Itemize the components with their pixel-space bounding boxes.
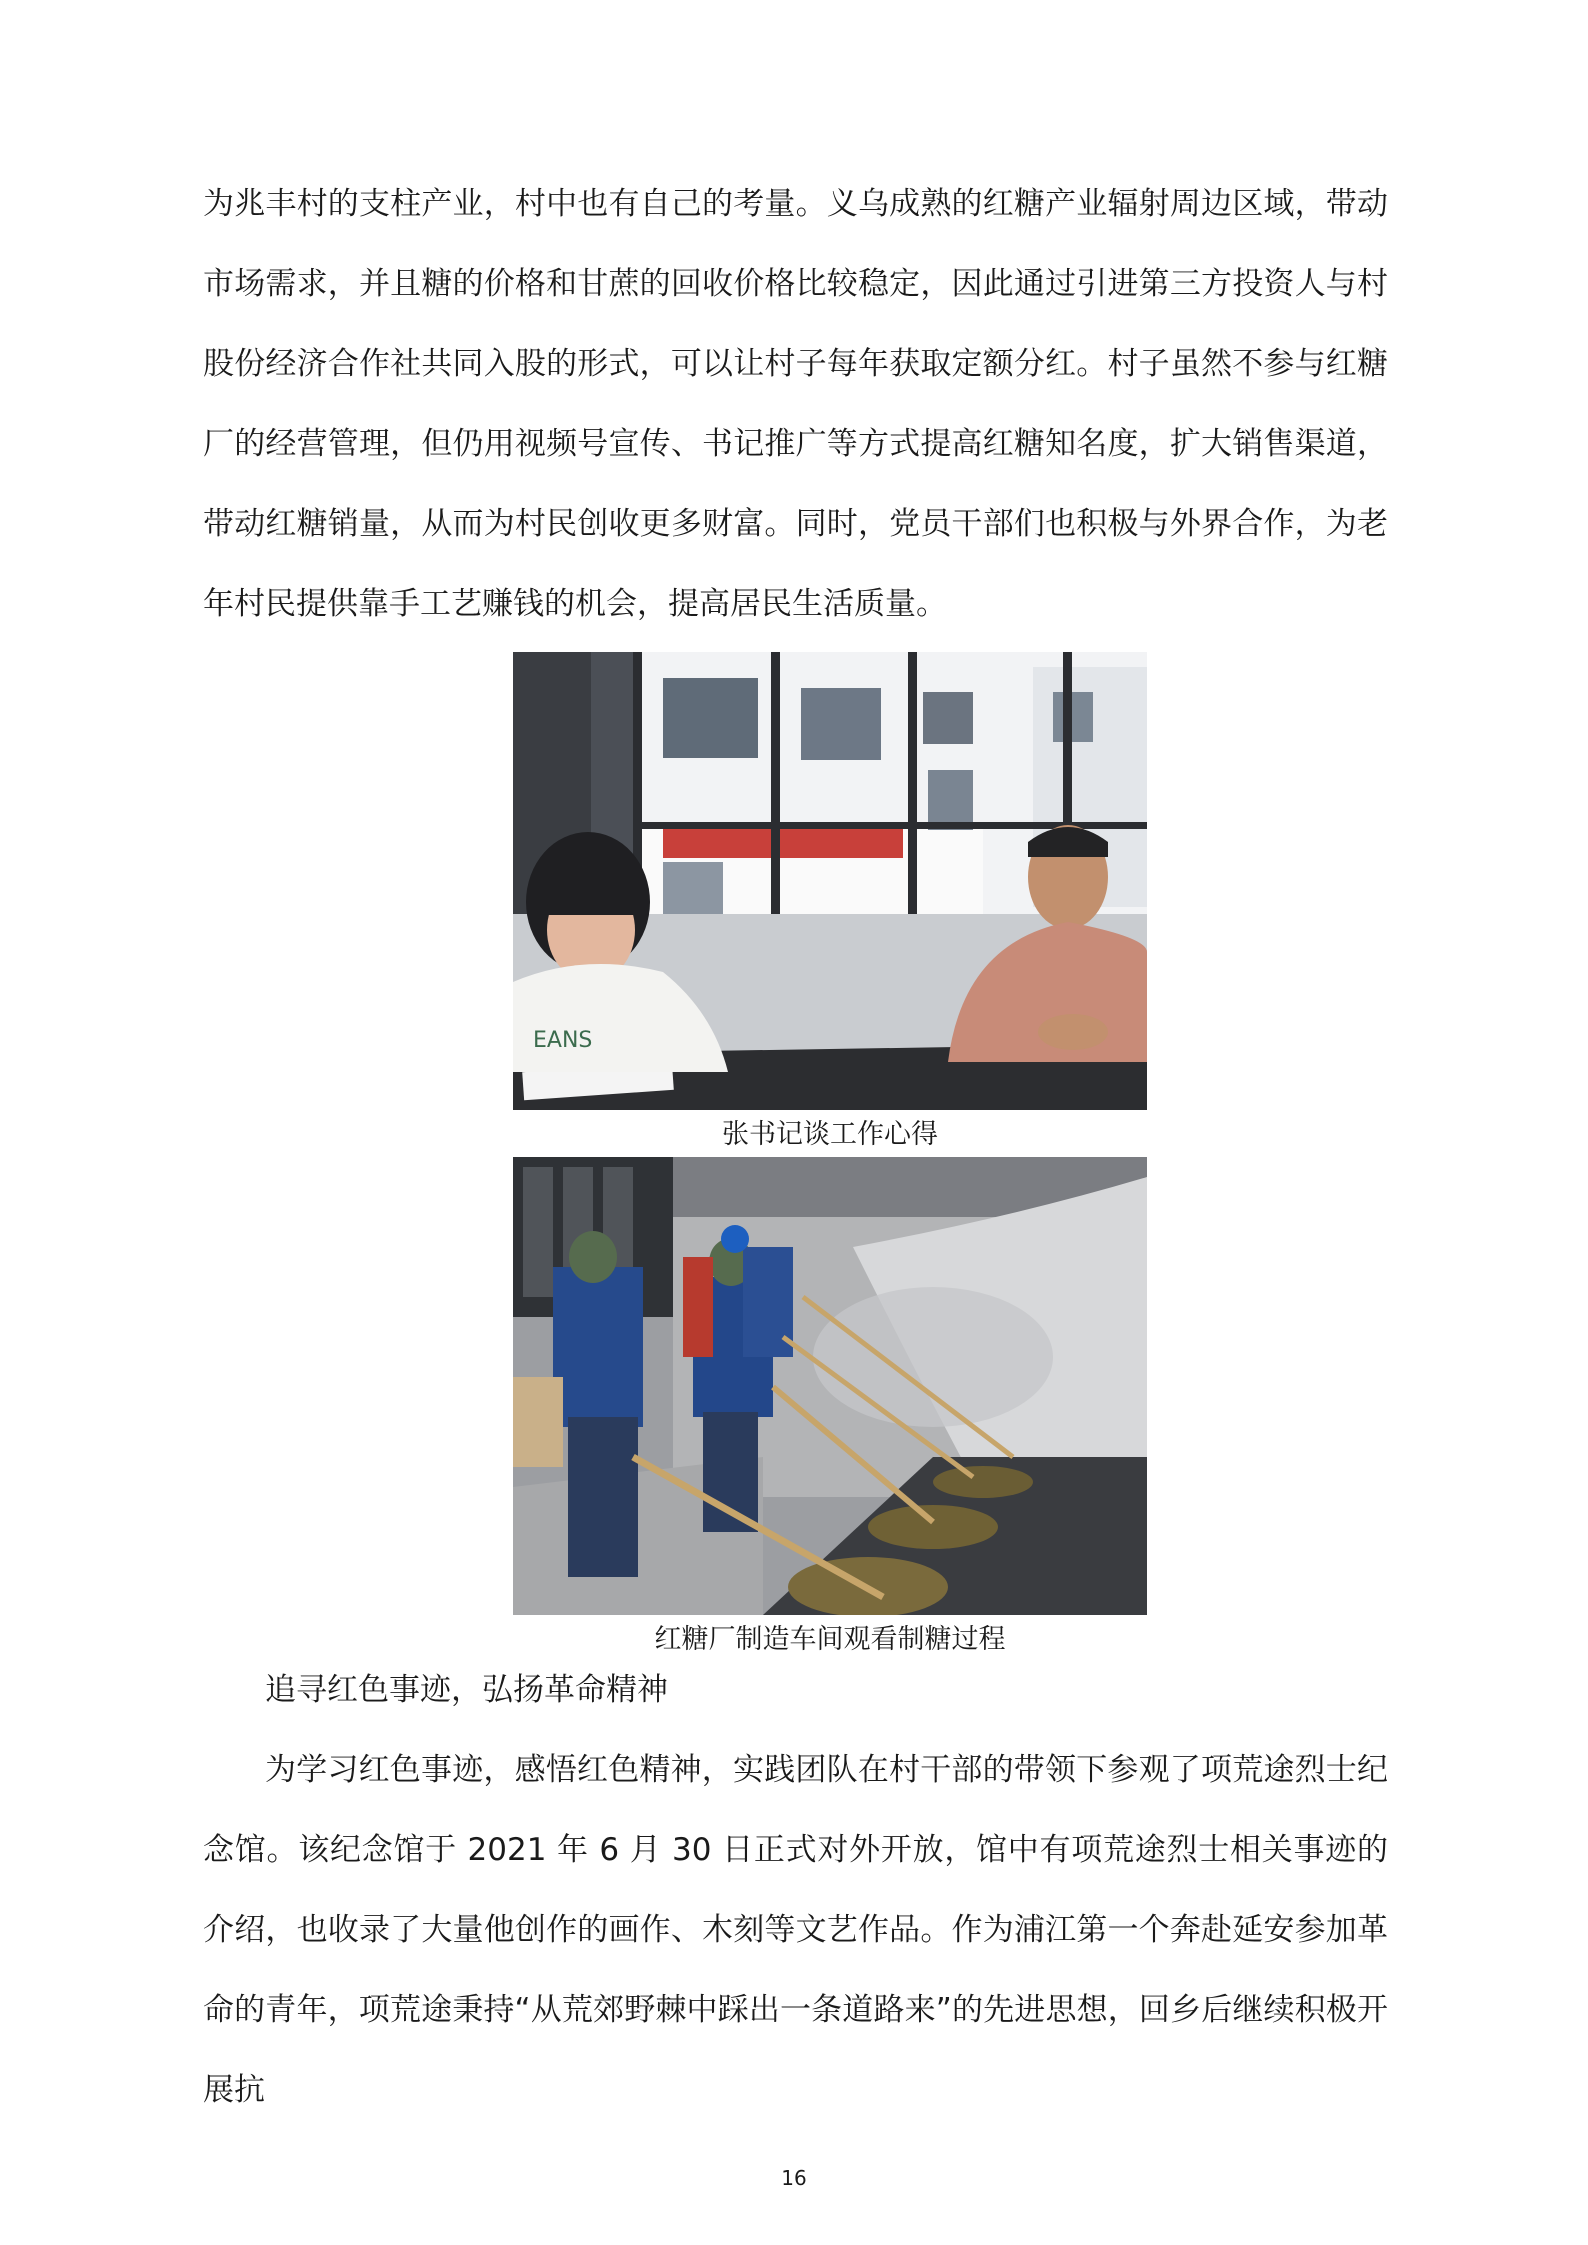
interview-photo [513, 652, 1147, 1110]
body-paragraph-1: 为兆丰村的支柱产业，村中也有自己的考量。义乌成熟的红糖产业辐射周边区域，带动市场需求，并且糖的价格和甘蔗的回收价格比较稳定，因此通过引进第三方投资人与村股份经济合作社共同入股的形式，可以让村子每年获取定额分红。村子虽然不参与红糖厂的经营管理，但仍用视频号宣传、书记推广等方式提高红糖知名度，扩大销售渠道，带动红糖销量，从而为村民创收更多财富。同时，党员干部们也积极与外界合作，为老年村民提供靠手工艺赚钱的机会，提高居民生活质量。 [203, 186, 1388, 622]
page-number: 16 [781, 2166, 807, 2190]
factory-workshop-photo [513, 1157, 1147, 1615]
svg-text:EANS: EANS [533, 1028, 593, 1053]
figure-caption-1: 张书记谈工作心得 [722, 1119, 938, 1150]
figure-caption-2: 红糖厂制造车间观看制糖过程 [654, 1624, 1006, 1655]
body-paragraph-2: 为学习红色事迹，感悟红色精神，实践团队在村干部的带领下参观了项荒途烈士纪念馆。该纪念馆于 2021 年 6 月 30 日正式对外开放，馆中有项荒途烈士相关事迹的介绍，也收录了大量他创作的画作、木刻等文艺作品。作为浦江第一个奔赴延安参加革命的青年，项荒途秉持“从荒郊野棘中踩出一条道路来”的先进思想，回乡后继续积极开展抗 [203, 1752, 1388, 2108]
section-heading: 追寻红色事迹，弘扬革命精神 [265, 1672, 668, 1708]
